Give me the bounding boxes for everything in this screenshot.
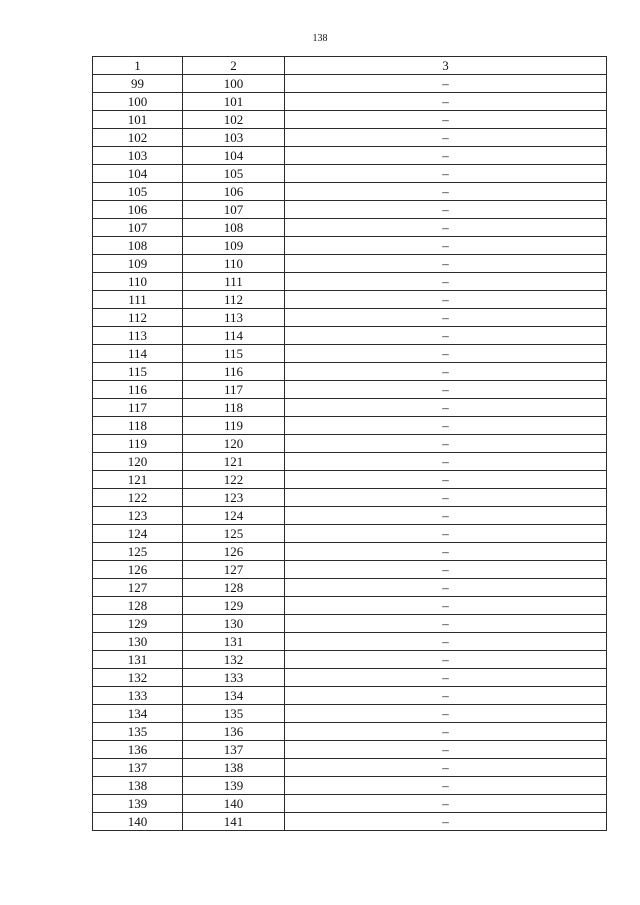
- table-cell-col-1: 103: [93, 147, 183, 165]
- table-cell-col-1: 128: [93, 597, 183, 615]
- table-cell-col-2: 103: [183, 129, 285, 147]
- table-header-row: [93, 57, 607, 75]
- table-cell-col-3: –: [285, 327, 607, 345]
- table-cell-col-1: 110: [93, 273, 183, 291]
- table-cell-col-1: 113: [93, 327, 183, 345]
- table-cell-col-3: –: [285, 255, 607, 273]
- table-cell-col-1: 119: [93, 435, 183, 453]
- table-cell-col-2: 108: [183, 219, 285, 237]
- table-cell-col-3: –: [285, 723, 607, 741]
- table-cell-col-2: 102: [183, 111, 285, 129]
- table-cell-col-1: 114: [93, 345, 183, 363]
- table-cell-col-1: 126: [93, 561, 183, 579]
- table-row: [93, 183, 607, 201]
- table-cell-col-1: 134: [93, 705, 183, 723]
- table-cell-col-2: 129: [183, 597, 285, 615]
- table-row: [93, 111, 607, 129]
- table-cell-col-2: 131: [183, 633, 285, 651]
- table-cell-col-3: –: [285, 651, 607, 669]
- table-cell-col-2: 112: [183, 291, 285, 309]
- table-cell-col-1: 100: [93, 93, 183, 111]
- table-cell-col-3: –: [285, 309, 607, 327]
- table-row: [93, 201, 607, 219]
- table-cell-col-2: 104: [183, 147, 285, 165]
- table-cell-col-2: 109: [183, 237, 285, 255]
- table-row: [93, 417, 607, 435]
- table-cell-col-1: 99: [93, 75, 183, 93]
- table-cell-col-3: –: [285, 741, 607, 759]
- table-cell-col-3: –: [285, 435, 607, 453]
- table-row: [93, 615, 607, 633]
- table-row: [93, 597, 607, 615]
- data-table: [92, 56, 607, 831]
- table-cell-col-3: –: [285, 597, 607, 615]
- table-cell-col-1: 102: [93, 129, 183, 147]
- table-cell-col-2: 110: [183, 255, 285, 273]
- table-cell-col-1: 120: [93, 453, 183, 471]
- table-row: [93, 687, 607, 705]
- table-cell-col-2: 117: [183, 381, 285, 399]
- column-header-2: 2: [183, 57, 285, 75]
- table-row: [93, 561, 607, 579]
- table-cell-col-3: –: [285, 291, 607, 309]
- table-cell-col-1: 121: [93, 471, 183, 489]
- table-cell-col-1: 127: [93, 579, 183, 597]
- table-cell-col-1: 125: [93, 543, 183, 561]
- table-cell-col-2: 122: [183, 471, 285, 489]
- table-cell-col-3: –: [285, 363, 607, 381]
- table-cell-col-1: 118: [93, 417, 183, 435]
- table-cell-col-3: –: [285, 507, 607, 525]
- table-cell-col-1: 115: [93, 363, 183, 381]
- table-cell-col-1: 138: [93, 777, 183, 795]
- table-cell-col-3: –: [285, 813, 607, 831]
- table-row: [93, 669, 607, 687]
- table-cell-col-2: 111: [183, 273, 285, 291]
- table-cell-col-2: 138: [183, 759, 285, 777]
- table-row: [93, 633, 607, 651]
- table-cell-col-3: –: [285, 75, 607, 93]
- table-cell-col-3: –: [285, 795, 607, 813]
- table-row: [93, 363, 607, 381]
- table-body: [93, 75, 607, 831]
- table-cell-col-2: 100: [183, 75, 285, 93]
- table-cell-col-1: 135: [93, 723, 183, 741]
- table-cell-col-1: 130: [93, 633, 183, 651]
- table-cell-col-2: 140: [183, 795, 285, 813]
- table-cell-col-3: –: [285, 777, 607, 795]
- table-row: [93, 255, 607, 273]
- table-cell-col-1: 108: [93, 237, 183, 255]
- table-cell-col-2: 123: [183, 489, 285, 507]
- table-row: [93, 291, 607, 309]
- table-row: [93, 93, 607, 111]
- table-row: [93, 741, 607, 759]
- table-cell-col-1: 117: [93, 399, 183, 417]
- table-cell-col-2: 120: [183, 435, 285, 453]
- table-cell-col-2: 136: [183, 723, 285, 741]
- table-cell-col-3: –: [285, 525, 607, 543]
- table-cell-col-3: –: [285, 615, 607, 633]
- table-cell-col-3: –: [285, 237, 607, 255]
- table-cell-col-3: –: [285, 93, 607, 111]
- table-row: [93, 165, 607, 183]
- table-cell-col-2: 137: [183, 741, 285, 759]
- table-row: [93, 471, 607, 489]
- table-row: [93, 237, 607, 255]
- table-cell-col-2: 139: [183, 777, 285, 795]
- table-cell-col-2: 134: [183, 687, 285, 705]
- table-cell-col-2: 107: [183, 201, 285, 219]
- table-row: [93, 507, 607, 525]
- table-row: [93, 813, 607, 831]
- table-cell-col-1: 109: [93, 255, 183, 273]
- table-cell-col-3: –: [285, 129, 607, 147]
- table-cell-col-3: –: [285, 471, 607, 489]
- table-cell-col-2: 133: [183, 669, 285, 687]
- table-cell-col-3: –: [285, 579, 607, 597]
- table-cell-col-1: 140: [93, 813, 183, 831]
- table-cell-col-3: –: [285, 705, 607, 723]
- column-header-3: 3: [285, 57, 607, 75]
- table-row: [93, 705, 607, 723]
- table-cell-col-2: 121: [183, 453, 285, 471]
- table-cell-col-3: –: [285, 183, 607, 201]
- table-cell-col-3: –: [285, 381, 607, 399]
- table-row: [93, 435, 607, 453]
- table-row: [93, 489, 607, 507]
- table-row: [93, 219, 607, 237]
- table-cell-col-1: 136: [93, 741, 183, 759]
- table-row: [93, 129, 607, 147]
- table-cell-col-2: 114: [183, 327, 285, 345]
- table-row: [93, 381, 607, 399]
- table-cell-col-1: 116: [93, 381, 183, 399]
- table-cell-col-2: 124: [183, 507, 285, 525]
- table-cell-col-3: –: [285, 669, 607, 687]
- table-row: [93, 345, 607, 363]
- table-cell-col-3: –: [285, 111, 607, 129]
- table-row: [93, 327, 607, 345]
- table-cell-col-3: –: [285, 633, 607, 651]
- table-cell-col-1: 131: [93, 651, 183, 669]
- table-cell-col-1: 111: [93, 291, 183, 309]
- table-cell-col-3: –: [285, 345, 607, 363]
- table-row: [93, 525, 607, 543]
- table-cell-col-2: 135: [183, 705, 285, 723]
- table-cell-col-1: 137: [93, 759, 183, 777]
- table-cell-col-3: –: [285, 273, 607, 291]
- table-cell-col-1: 133: [93, 687, 183, 705]
- table-cell-col-3: –: [285, 165, 607, 183]
- table-cell-col-2: 126: [183, 543, 285, 561]
- table-cell-col-2: 118: [183, 399, 285, 417]
- table-row: [93, 453, 607, 471]
- table-row: [93, 759, 607, 777]
- table-cell-col-2: 105: [183, 165, 285, 183]
- table-cell-col-1: 122: [93, 489, 183, 507]
- table-cell-col-1: 124: [93, 525, 183, 543]
- table-row: [93, 651, 607, 669]
- table-cell-col-2: 132: [183, 651, 285, 669]
- table-cell-col-3: –: [285, 201, 607, 219]
- table-cell-col-2: 125: [183, 525, 285, 543]
- table-cell-col-2: 116: [183, 363, 285, 381]
- table-cell-col-3: –: [285, 543, 607, 561]
- table-cell-col-2: 119: [183, 417, 285, 435]
- table-cell-col-1: 101: [93, 111, 183, 129]
- table-cell-col-3: –: [285, 219, 607, 237]
- table-row: [93, 723, 607, 741]
- table-cell-col-2: 130: [183, 615, 285, 633]
- table-row: [93, 543, 607, 561]
- table-cell-col-3: –: [285, 687, 607, 705]
- table-cell-col-3: –: [285, 399, 607, 417]
- table-row: [93, 147, 607, 165]
- table-row: [93, 579, 607, 597]
- table-cell-col-2: 115: [183, 345, 285, 363]
- table-cell-col-1: 106: [93, 201, 183, 219]
- table-cell-col-2: 106: [183, 183, 285, 201]
- table-cell-col-2: 101: [183, 93, 285, 111]
- table-cell-col-3: –: [285, 417, 607, 435]
- table-cell-col-1: 104: [93, 165, 183, 183]
- page-number: 138: [312, 33, 328, 44]
- table-cell-col-1: 112: [93, 309, 183, 327]
- table-cell-col-2: 127: [183, 561, 285, 579]
- table-cell-col-1: 139: [93, 795, 183, 813]
- table-cell-col-2: 113: [183, 309, 285, 327]
- table-cell-col-1: 105: [93, 183, 183, 201]
- table-row: [93, 309, 607, 327]
- table-row: [93, 795, 607, 813]
- table-cell-col-1: 129: [93, 615, 183, 633]
- table-cell-col-1: 132: [93, 669, 183, 687]
- column-header-1: 1: [93, 57, 183, 75]
- table-row: [93, 399, 607, 417]
- table-cell-col-3: –: [285, 147, 607, 165]
- table-cell-col-2: 141: [183, 813, 285, 831]
- table-cell-col-1: 107: [93, 219, 183, 237]
- table-cell-col-2: 128: [183, 579, 285, 597]
- table-cell-col-3: –: [285, 453, 607, 471]
- table-row: [93, 273, 607, 291]
- table-row: [93, 75, 607, 93]
- table-cell-col-3: –: [285, 489, 607, 507]
- table-cell-col-3: –: [285, 759, 607, 777]
- table-cell-col-1: 123: [93, 507, 183, 525]
- table-cell-col-3: –: [285, 561, 607, 579]
- table-row: [93, 777, 607, 795]
